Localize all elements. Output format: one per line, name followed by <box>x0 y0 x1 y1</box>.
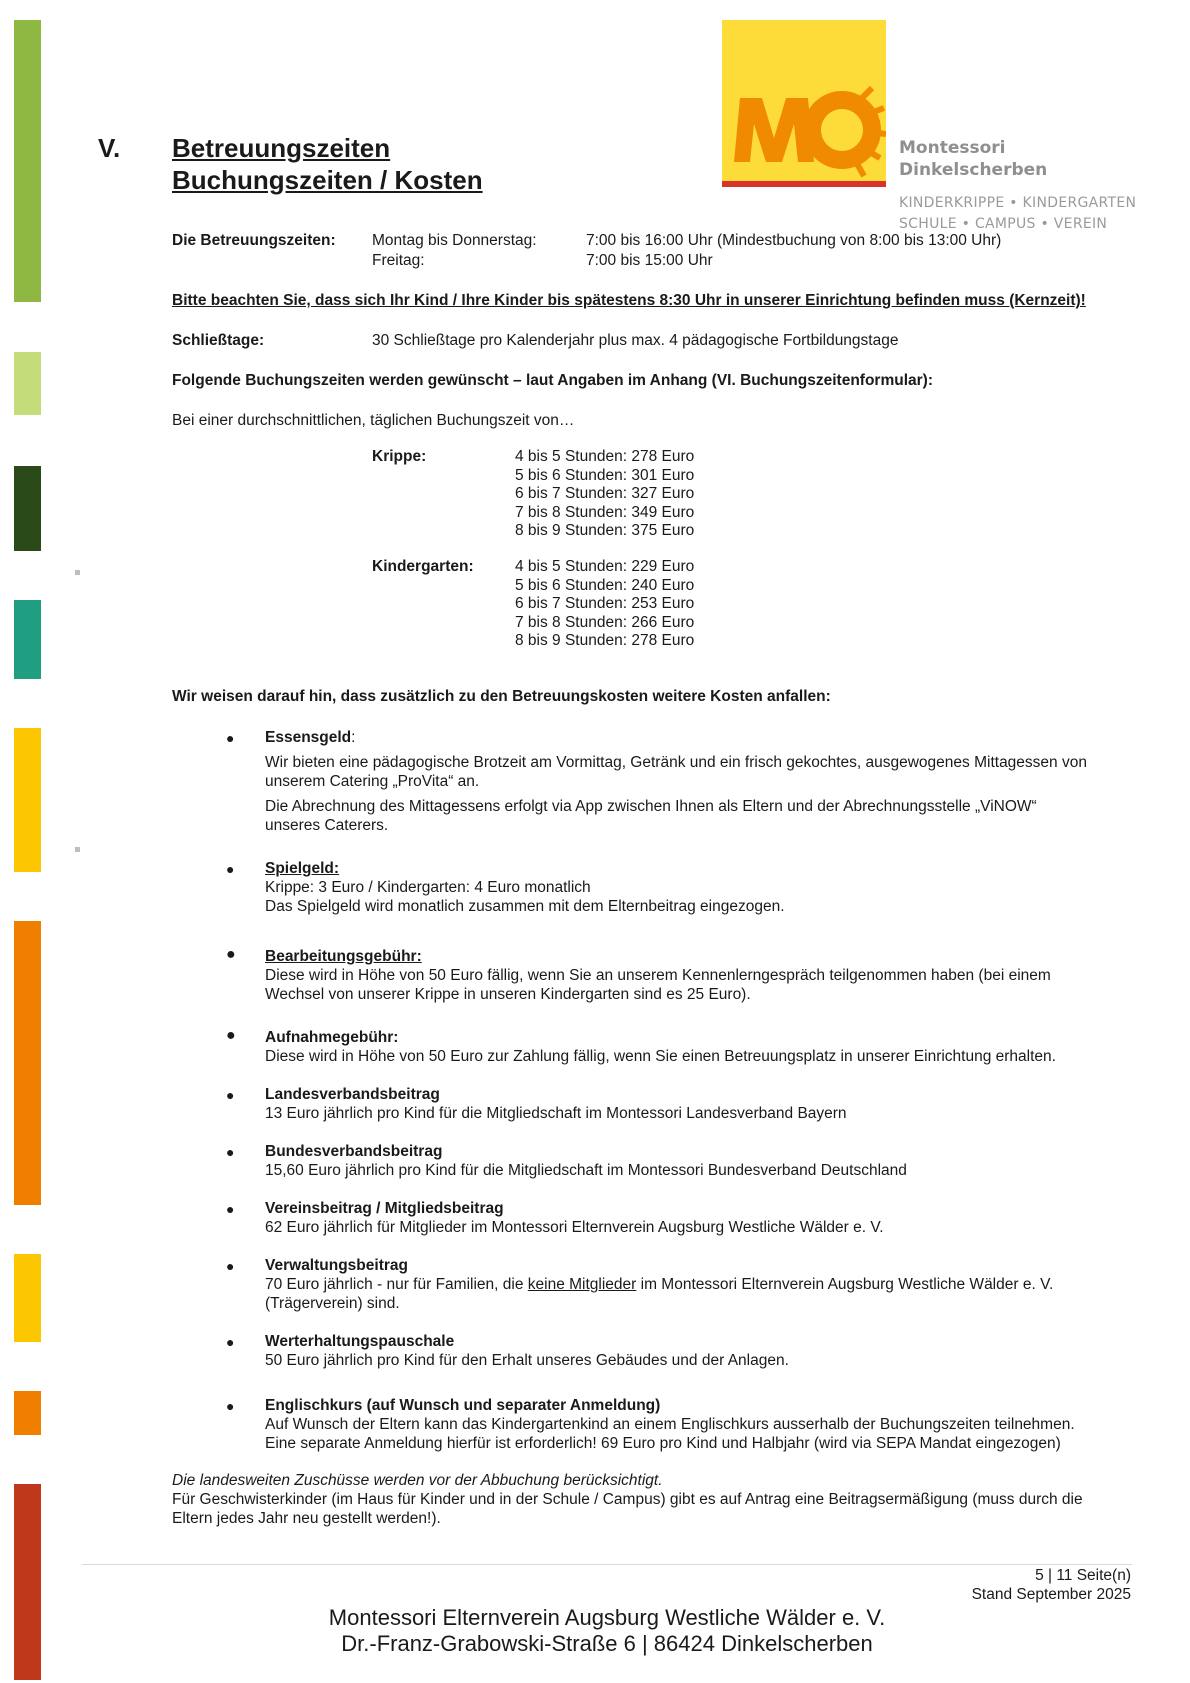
item-text: unseres Caterers. <box>265 817 389 834</box>
item-text: Wir bieten eine pädagogische Brotzeit am Vormittag, Getränk und ein frisch gekochtes, ausgewogenes Mittagessen von <box>265 754 1087 771</box>
kindergarten-fee-row: 7 bis 8 Stunden: 266 Euro <box>515 613 695 631</box>
subsidy-note: Die landesweiten Zuschüsse werden vor der Abbuchung berücksichtigt. <box>172 1472 663 1489</box>
item-verwaltungsbeitrag-title: Verwaltungsbeitrag <box>265 1257 408 1274</box>
margin-dot <box>75 847 80 852</box>
item-text: Diese wird in Höhe von 50 Euro fällig, wenn Sie an unserem Kennenlerngespräch teilgenommen haben (bei einem <box>265 967 1051 984</box>
item-text: Diese wird in Höhe von 50 Euro zur Zahlung fällig, wenn Sie einen Betreuungsplatz in unserer Einrichtung erhalten. <box>265 1048 1056 1065</box>
logo-mo-icon <box>722 20 886 181</box>
logo-mark <box>722 20 886 181</box>
item-title: Essensgeld <box>265 729 352 746</box>
sidebar-bar-lime <box>14 20 41 302</box>
logo-name-line1: Montessori <box>899 138 1006 158</box>
hours-label: Die Betreuungszeiten: <box>172 232 336 249</box>
item-vereinsbeitrag-title: Vereinsbeitrag / Mitgliedsbeitrag <box>265 1200 504 1217</box>
item-englischkurs-title: Englischkurs (auf Wunsch und separater Anmeldung) <box>265 1397 661 1414</box>
sidebar-bar-yellow-2 <box>14 1254 41 1342</box>
section-title-line2: Buchungszeiten / Kosten <box>172 165 483 195</box>
kindergarten-fee-row: 6 bis 7 Stunden: 253 Euro <box>515 595 695 612</box>
bullet-icon: ● <box>226 1201 235 1217</box>
kindergarten-label: Kindergarten: <box>372 558 474 575</box>
core-time-notice: Bitte beachten Sie, dass sich Ihr Kind / Ihre Kinder bis spätestens 8:30 Uhr in unserer Einrichtung befinden muss (Kernzeit)! <box>172 292 1086 309</box>
sidebar-bar-orange-2 <box>14 1391 41 1435</box>
item-essensgeld-title <box>265 729 355 748</box>
bullet-icon: ● <box>226 730 235 746</box>
sidebar-bar-orange <box>14 921 41 1205</box>
sidebar-bar-light-green <box>14 352 41 415</box>
logo <box>722 20 1142 240</box>
closing-days-text: 30 Schließtage pro Kalenderjahr plus max. 4 pädagogische Fortbildungstage <box>372 332 899 349</box>
booking-heading: Folgende Buchungszeiten werden gewünscht – laut Angaben im Anhang (VI. Buchungszeitenformular): <box>172 372 933 389</box>
sidebar-bar-yellow <box>14 728 41 872</box>
footer-organization: Montessori Elternverein Augsburg Westliche Wälder e. V. <box>328 1605 886 1630</box>
krippe-fee-row: 8 bis 9 Stunden: 375 Euro <box>515 522 695 539</box>
item-text: Krippe: 3 Euro / Kindergarten: 4 Euro monatlich <box>265 879 591 896</box>
item-bearbeitungsgebuehr-title: Bearbeitungsgebühr: <box>265 948 422 965</box>
closing-days-label: Schließtage: <box>172 332 265 349</box>
bullet-icon: ● <box>226 1144 235 1160</box>
item-aufnahmegebuehr-title: Aufnahmegebühr: <box>265 1029 399 1046</box>
logo-tag-line2: SCHULE • CAMPUS • VEREIN <box>899 216 1108 232</box>
kindergarten-fee-row: 4 bis 5 Stunden: 229 Euro <box>515 558 695 575</box>
hours-time: 7:00 bis 15:00 Uhr <box>586 252 713 269</box>
logo-underline <box>722 181 886 187</box>
kindergarten-fee-row: 8 bis 9 Stunden: 278 Euro <box>515 632 695 649</box>
item-spielgeld-title: Spielgeld: <box>265 860 340 877</box>
item-werterhaltung-title: Werterhaltungspauschale <box>265 1333 455 1350</box>
item-text: 50 Euro jährlich pro Kind für den Erhalt unseres Gebäudes und der Anlagen. <box>265 1352 789 1369</box>
krippe-label: Krippe: <box>372 448 427 465</box>
logo-tag-line1: KINDERKRIPPE • KINDERGARTEN <box>899 195 1137 211</box>
footer-date: Stand September 2025 <box>971 1586 1131 1603</box>
extra-costs-heading: Wir weisen darauf hin, dass zusätzlich zu den Betreuungskosten weitere Kosten anfallen: <box>172 688 831 705</box>
item-text: 15,60 Euro jährlich pro Kind für die Mitgliedschaft im Montessori Bundesverband Deutschland <box>265 1162 907 1179</box>
krippe-fee-row: 4 bis 5 Stunden: 278 Euro <box>515 448 695 465</box>
sidebar-bar-dark-green <box>14 466 41 551</box>
krippe-fee-row: 6 bis 7 Stunden: 327 Euro <box>515 485 695 502</box>
sibling-note-line2: Eltern jedes Jahr neu gestellt werden!). <box>172 1510 441 1527</box>
logo-name-line2: Dinkelscherben <box>899 160 1048 180</box>
section-title-line1: Betreuungszeiten <box>172 133 391 163</box>
sibling-note-line1: Für Geschwisterkinder (im Haus für Kinder und in der Schule / Campus) gibt es auf Antrag eine Beitragsermäßigung (muss durch die <box>172 1491 1083 1508</box>
item-text: Die Abrechnung des Mittagessens erfolgt via App zwischen Ihnen als Eltern und der Abrechnungsstelle „ViNOW“ <box>265 798 1037 815</box>
item-text-part: 70 Euro jährlich - nur für Familien, die <box>265 1276 528 1293</box>
booking-intro: Bei einer durchschnittlichen, täglichen Buchungszeit von… <box>172 412 575 429</box>
bullet-icon: ● <box>226 861 235 877</box>
item-text: unserem Catering „ProVita“ an. <box>265 773 480 790</box>
hours-day: Montag bis Donnerstag: <box>372 232 537 249</box>
kindergarten-fee-row: 5 bis 6 Stunden: 240 Euro <box>515 576 695 594</box>
item-text: Eine separate Anmeldung hierfür ist erforderlich! 69 Euro pro Kind und Halbjahr (wird via SEPA Mandat eingezogen) <box>265 1435 1061 1452</box>
footer-page-number: 5 | 11 Seite(n) <box>1035 1567 1131 1584</box>
krippe-fee-row: 7 bis 8 Stunden: 349 Euro <box>515 503 695 521</box>
footer-address: Dr.-Franz-Grabowski-Straße 6 | 86424 Dinkelscherben <box>341 1631 873 1656</box>
bullet-icon: ● <box>226 1027 236 1044</box>
item-text: Wechsel von unserer Krippe in unseren Kindergarten sind es 25 Euro). <box>265 986 751 1003</box>
bullet-icon: ● <box>226 1398 235 1414</box>
bullet-icon: ● <box>226 1087 235 1103</box>
item-text-underlined: keine Mitglieder <box>527 1276 637 1293</box>
item-text: 13 Euro jährlich pro Kind für die Mitgliedschaft im Montessori Landesverband Bayern <box>265 1105 847 1122</box>
item-text <box>265 1276 1053 1295</box>
section-number: V. <box>98 133 121 163</box>
bullet-icon: ● <box>226 1258 235 1274</box>
item-text: Auf Wunsch der Eltern kann das Kindergartenkind an einem Englischkurs ausserhalb der Buchungszeiten teilnehmen. <box>265 1416 1075 1433</box>
margin-dot <box>75 570 80 575</box>
item-landesverband-title: Landesverbandsbeitrag <box>265 1086 440 1103</box>
item-text-part: im Montessori Elternverein Augsburg Westliche Wälder e. V. <box>636 1276 1054 1293</box>
footer-divider <box>82 1564 1132 1565</box>
bullet-icon: ● <box>226 946 236 963</box>
krippe-fee-row: 5 bis 6 Stunden: 301 Euro <box>515 466 695 484</box>
item-text: 62 Euro jährlich für Mitglieder im Montessori Elternverein Augsburg Westliche Wälder e. V. <box>265 1219 884 1236</box>
item-text: Das Spielgeld wird monatlich zusammen mit dem Elternbeitrag eingezogen. <box>265 898 785 915</box>
item-bundesverband-title: Bundesverbandsbeitrag <box>265 1143 443 1160</box>
item-text: (Trägerverein) sind. <box>265 1295 400 1312</box>
hours-time: 7:00 bis 16:00 Uhr (Mindestbuchung von 8:00 bis 13:00 Uhr) <box>586 232 1002 249</box>
sidebar-bar-teal <box>14 600 41 679</box>
hours-day: Freitag: <box>372 252 425 269</box>
item-title-colon: : <box>351 729 356 746</box>
bullet-icon: ● <box>226 1334 235 1350</box>
